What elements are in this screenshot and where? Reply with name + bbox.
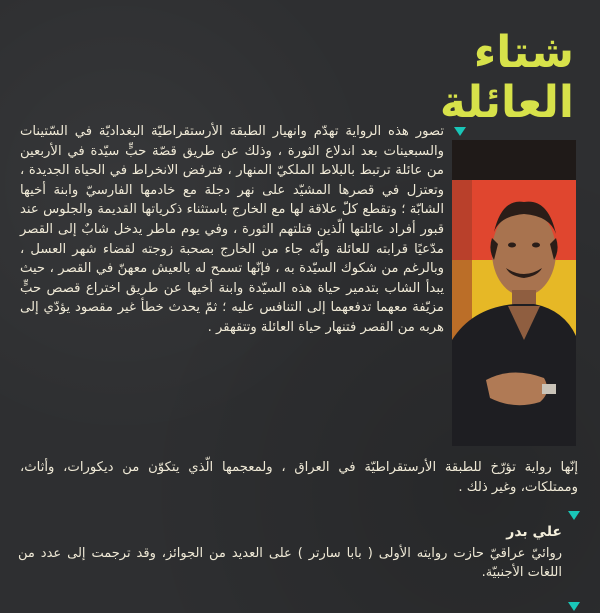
bottom-bullet-icon (568, 602, 580, 611)
synopsis-bullet-icon (454, 127, 466, 136)
author-bullet-icon (568, 511, 580, 520)
synopsis-paragraph: تصور هذه الرواية تهدّم وانهيار الطبقة الأرستقراطيّة البغداديّة في السّتينات والسبعينات بعد اندلاع الثورة ، وذلك عن طريق قصّة حبٍّ سيّدة في الأربعين من عائلة ترتبط بالبلاط الملكيّ المنهار ، فترفض الانخراط في الحياة الجديدة ، وتعتزل في قصرها المشيّد على نهر دجلة مع خادمها الفارسيّ وابنة أخيها الشابّة ؛ وتقطع كلّ علاقة لها مع الخارج باستثناء ذكرياتها القديمة والجلوس عند قبور أفراد عائلتها الّذين قتلتهم الثورة ، وفي يوم ماطر يدخل شابٌ إلى القصر مدّعيًا قرابته للعائلة وأنّه جاء من الخارج بصحبة زوجته لقضاء شهر العسل ، وبالرغم من شكوك السيّدة به ، فإنّها تسمح له بالعيش معهنّ في القصر ، حيث يبدأ الشاب بتدمير حياة هذه السيّدة وابنة أخيها عن طريق اختراع قصص حبٍّ مزيّفة معهما تدفعهما إلى التنافس عليه ؛ ثمّ يحدث خطأ غير مقصود يؤدّي إلى هربه من القصر فتنهار حياة العائلة وتتقهقر . (20, 124, 444, 335)
synopsis-summary: إنّها رواية تؤرّخ للطبقة الأرستقراطيّة في العراق ، ولمعجمها الّذي يتكوّن من ديكورات، وأثاث، وممتلكات، وغير ذلك . (20, 460, 578, 495)
book-title (414, 28, 574, 128)
book-title-line1: شتاء (473, 27, 574, 78)
author-photo (452, 140, 576, 446)
author-name: علي بدر (506, 524, 562, 540)
author-bio: روائيّ عراقيّ حازت روايته الأولى ( بابا سارتر ) على العديد من الجوائز، وقد ترجمت إلى عدد من اللغات الأجنبيّة. (18, 546, 562, 580)
book-title-line2: العائلة (439, 77, 574, 128)
author-photo-graphic (452, 140, 576, 446)
